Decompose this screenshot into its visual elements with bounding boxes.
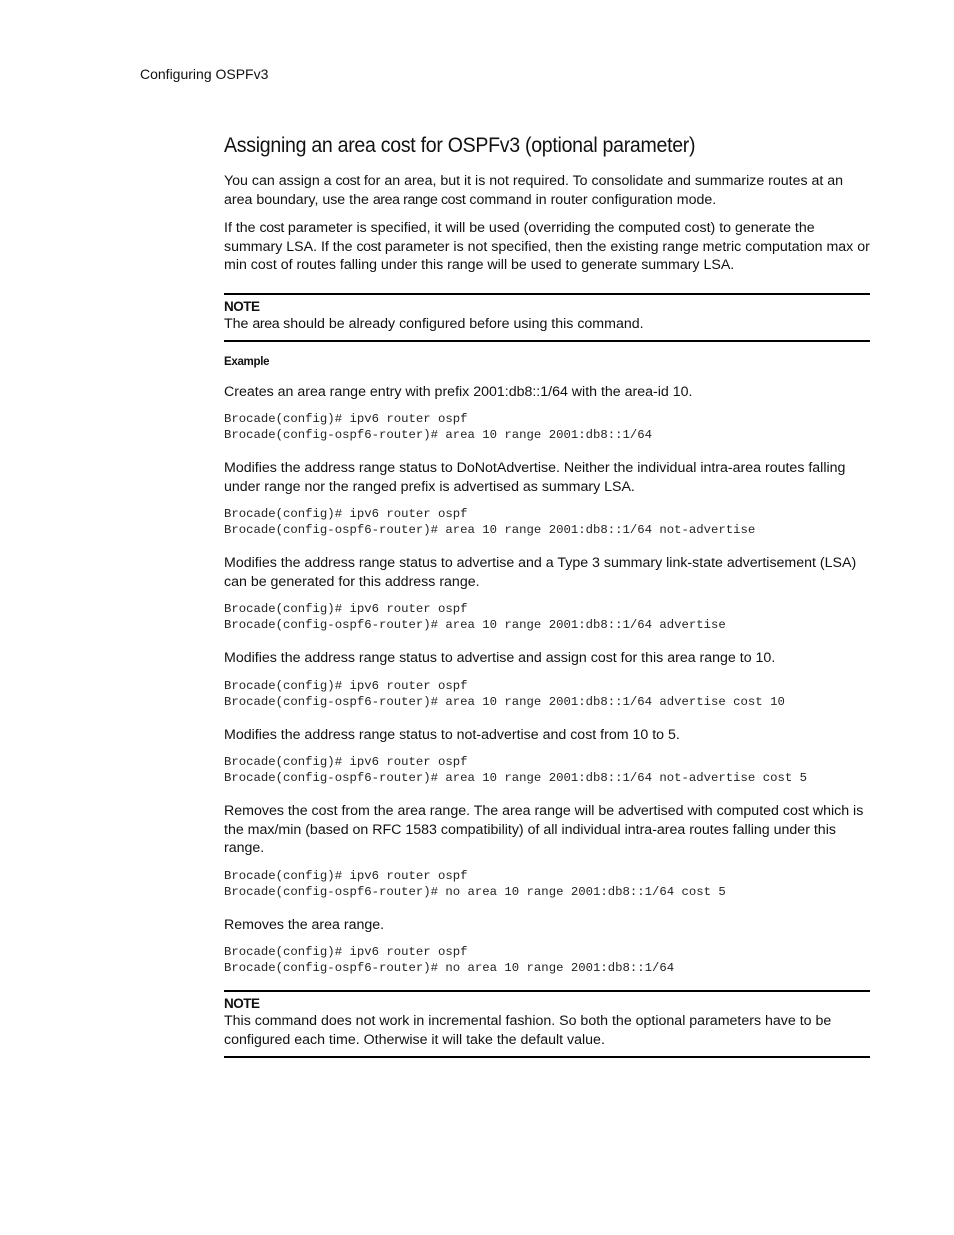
running-header: Configuring OSPFv3 [140, 66, 269, 82]
example-desc: Removes the cost from the area range. The area range will be advertised with computed cost which is the max/min (based on RFC 1583 compatibility) of all individual intra-area routes falling under this range. [224, 803, 864, 856]
intro-paragraph-2 [224, 219, 870, 275]
example-desc: Modifies the address range status to advertise and assign cost for this area range to 10. [224, 650, 776, 666]
note-text [224, 315, 870, 334]
section-title: Assigning an area cost for OSPFv3 (optional parameter) [224, 134, 696, 157]
text-run: for an area, but it is not required. To consolidate and summarize routes at an area boundary, use the [224, 173, 844, 208]
text-run: The [224, 315, 253, 332]
keyword-area: area [252, 315, 280, 332]
note-box [224, 293, 870, 342]
code-block: Brocade(config)# ipv6 router ospf Brocade(config-ospf6-router)# area 10 range 2001:db8::1/64 advertise cost 10 [224, 678, 785, 709]
note-box [224, 990, 870, 1058]
document-body [224, 134, 870, 1058]
example-label: Example [224, 355, 270, 368]
text-run: You can assign a [224, 173, 336, 189]
example-desc: Modifies the address range status to advertise and a Type 3 summary link-state advertisement (LSA) can be generated for this address range. [224, 555, 857, 590]
example-desc: Creates an area range entry with prefix 2001:db8::1/64 with the area-id 10. [224, 383, 693, 400]
intro-paragraph-1 [224, 172, 870, 209]
text-run: If the [224, 220, 260, 236]
keyword-cost: cost [335, 173, 360, 189]
code-block: Brocade(config)# ipv6 router ospf Brocade(config-ospf6-router)# no area 10 range 2001:db8::1/64 cost 5 [224, 868, 726, 899]
example-desc: Modifies the address range status to not-advertise and cost from 10 to 5. [224, 726, 680, 743]
note-label: NOTE [224, 298, 260, 314]
text-run: parameter is not specified, then the existing range metric computation max or min cost of routes falling under this range will be used to generate summary LSA. [224, 238, 870, 273]
keyword-cost: cost [259, 220, 284, 236]
code-block: Brocade(config)# ipv6 router ospf Brocade(config-ospf6-router)# area 10 range 2001:db8::1/64 [224, 412, 653, 442]
text-run: command in router configuration mode. [465, 191, 717, 208]
example-desc: Removes the area range. [224, 916, 385, 933]
example-desc: Modifies the address range status to DoNotAdvertise. Neither the individual intra-area routes falling under range nor the ranged prefix is advertised as summary LSA. [224, 460, 846, 495]
note-text: This command does not work in incremental fashion. So both the optional parameters have to be configured each time. Otherwise it will take the default value. [224, 1013, 832, 1048]
code-block: Brocade(config)# ipv6 router ospf Brocade(config-ospf6-router)# no area 10 range 2001:db8::1/64 [224, 945, 675, 975]
code-block: Brocade(config)# ipv6 router ospf Brocade(config-ospf6-router)# area 10 range 2001:db8::1/64 not-advertise [224, 507, 756, 537]
text-run: parameter is specified, it will be used (overriding the computed cost) to generate the summary LSA. If the [224, 220, 815, 255]
keyword-area-range-cost: area range cost [372, 191, 466, 208]
code-block: Brocade(config)# ipv6 router ospf Brocade(config-ospf6-router)# area 10 range 2001:db8::1/64 not-advertise cost 5 [224, 755, 807, 785]
text-run: should be already configured before using this command. [279, 315, 644, 332]
note-label: NOTE [224, 996, 260, 1011]
keyword-cost: cost [356, 238, 381, 255]
code-block: Brocade(config)# ipv6 router ospf Brocade(config-ospf6-router)# area 10 range 2001:db8::1/64 advertise [224, 602, 726, 632]
